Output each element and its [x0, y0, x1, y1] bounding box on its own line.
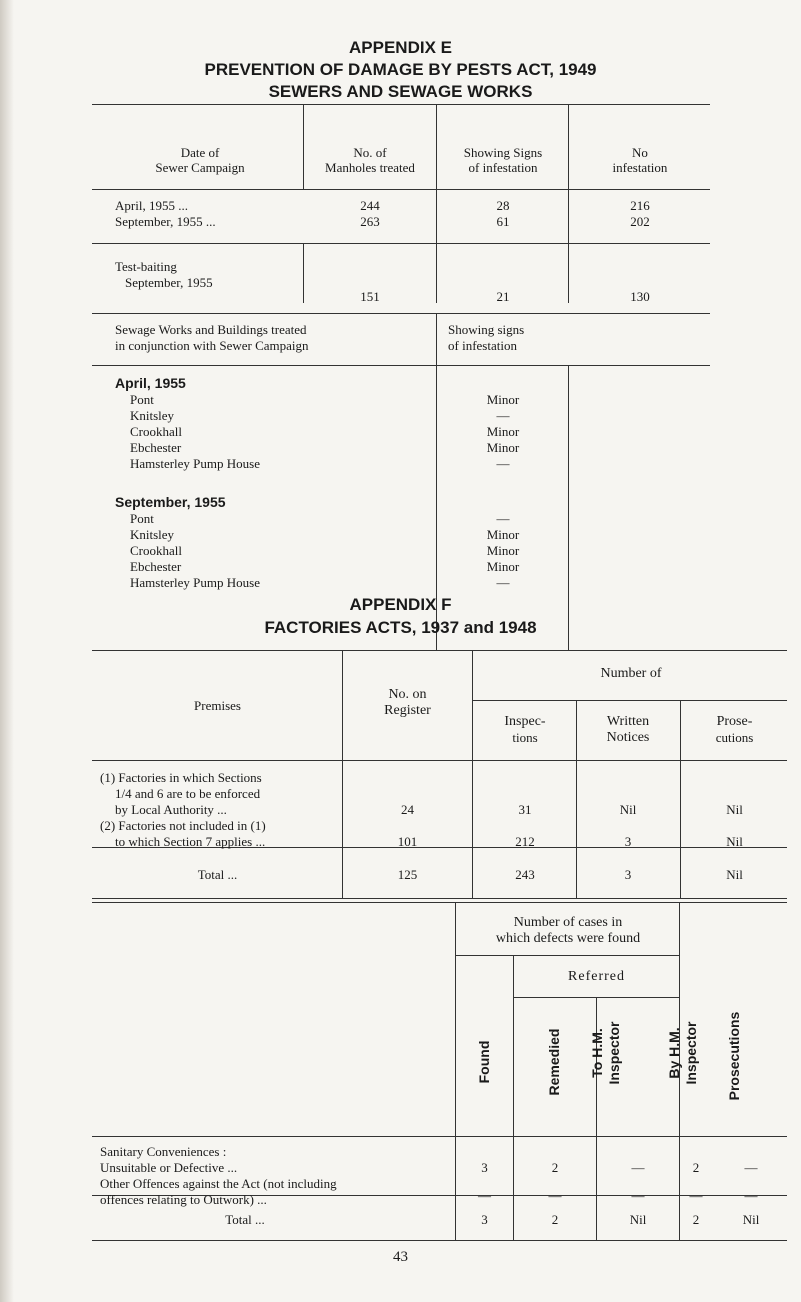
- factories-row1-register: 24: [401, 802, 414, 817]
- col-none-header-2: infestation: [612, 160, 668, 175]
- april-row-name: Crookhall: [130, 424, 182, 439]
- april-1955-heading: April, 1955: [115, 375, 186, 391]
- by-hm-header-2: Inspector: [683, 1021, 699, 1085]
- to-hm-header: To H.M.: [589, 1028, 605, 1078]
- sept-1955-heading: September, 1955: [115, 494, 226, 510]
- factories-row1-text-3: by Local Authority ...: [115, 802, 227, 817]
- factories-row1-inspections: 31: [518, 802, 532, 817]
- referred-header: Referred: [568, 969, 625, 984]
- sept-row-value: Minor: [486, 527, 520, 542]
- inspections-header: Inspec-: [504, 714, 546, 729]
- notices-header: Written: [606, 714, 650, 729]
- defects-total-label: Total ...: [225, 1212, 265, 1227]
- sept-row-name: Hamsterley Pump House: [130, 575, 260, 590]
- defects-row2-prosecutions: —: [744, 1188, 758, 1203]
- defects-row1-by-hm: 2: [692, 1160, 700, 1175]
- works-header-2: in conjunction with Sewer Campaign: [115, 338, 309, 353]
- row-sept-signs: 61: [496, 214, 510, 229]
- april-row-name: Pont: [130, 392, 154, 407]
- page-edge-shadow: [0, 0, 14, 1302]
- notices-header-2: Notices: [606, 730, 650, 745]
- factories-row1-notices: Nil: [619, 802, 637, 817]
- test-none: 130: [630, 289, 650, 304]
- factories-row2-inspections: 212: [515, 834, 535, 849]
- works-signs-header-2: of infestation: [448, 338, 517, 353]
- sept-row-value: —: [496, 575, 510, 590]
- appendix-e-heading: APPENDIX E: [349, 38, 452, 57]
- prosecutions-header: Prose-: [716, 714, 753, 729]
- test-baiting-label: Test-baiting: [115, 259, 177, 274]
- factories-total-prosecutions: Nil: [726, 867, 743, 882]
- april-row-value: —: [496, 408, 510, 423]
- factories-row1-text: (1) Factories in which Sections: [100, 770, 262, 785]
- defects-row2-to-hm: —: [631, 1188, 645, 1203]
- row-april-none: 216: [630, 198, 650, 213]
- number-of-header: Number of: [600, 666, 662, 681]
- defects-row2-text-2: offences relating to Outwork) ...: [100, 1192, 267, 1207]
- april-row-name: Ebchester: [130, 440, 182, 455]
- row-april-signs: 28: [496, 198, 510, 213]
- defects-prosecutions-header: Prosecutions: [726, 1011, 742, 1101]
- defects-row1-prosecutions: —: [744, 1160, 758, 1175]
- defects-total-remedied: 2: [551, 1212, 559, 1227]
- col-date-header: Date of: [180, 145, 220, 160]
- factories-total-inspections: 243: [515, 867, 535, 882]
- col-date-header-2: Sewer Campaign: [155, 160, 245, 175]
- factories-row2-text-2: to which Section 7 applies ...: [115, 834, 266, 849]
- april-row-name: Knitsley: [130, 408, 175, 423]
- april-row-value: Minor: [486, 424, 520, 439]
- defects-total-prosecutions: Nil: [742, 1212, 760, 1227]
- row-april-manholes: 244: [360, 198, 380, 213]
- row-sept-none: 202: [630, 214, 650, 229]
- sept-row-value: Minor: [486, 543, 520, 558]
- test-baiting-date: September, 1955: [125, 275, 213, 290]
- col-none-header: No: [632, 145, 648, 160]
- sept-row-value: Minor: [486, 559, 520, 574]
- remedied-header: Remedied: [546, 1028, 562, 1096]
- row-sept-label: September, 1955 ...: [115, 214, 216, 229]
- defects-total-by-hm: 2: [692, 1212, 700, 1227]
- defects-group-header: Number of cases in: [513, 915, 623, 930]
- april-row-value: Minor: [486, 440, 520, 455]
- factories-total-label: Total ...: [197, 867, 238, 882]
- april-row-value: —: [496, 456, 510, 471]
- factories-row2-text: (2) Factories not included in (1): [100, 818, 266, 833]
- april-row-name: Hamsterley Pump House: [130, 456, 260, 471]
- appendix-f-heading: APPENDIX F: [349, 595, 452, 614]
- defects-row2-text: Other Offences against the Act (not including: [100, 1176, 337, 1191]
- factories-row2-register: 101: [397, 834, 418, 849]
- by-hm-header: By H.M.: [666, 1027, 682, 1079]
- works-signs-header: Showing signs: [448, 322, 525, 337]
- works-header: Sewage Works and Buildings treated: [115, 322, 307, 337]
- defects-row1-to-hm: —: [631, 1160, 645, 1175]
- prosecutions-header-2: cutions: [715, 730, 754, 745]
- row-sept-manholes: 263: [360, 214, 380, 229]
- defects-total-found: 3: [481, 1212, 488, 1227]
- test-manholes: 151: [360, 289, 380, 304]
- sept-row-name: Ebchester: [130, 559, 182, 574]
- row-april-label: April, 1955 ...: [115, 198, 188, 213]
- defects-row2-by-hm: —: [689, 1188, 703, 1203]
- to-hm-header-2: Inspector: [606, 1021, 622, 1085]
- factories-row2-notices: 3: [624, 834, 632, 849]
- april-row-value: Minor: [486, 392, 520, 407]
- defects-row1-text: Sanitary Conveniences :: [100, 1144, 227, 1159]
- factories-row2-prosecutions: Nil: [726, 834, 743, 849]
- defects-group-header-2: which defects were found: [495, 931, 641, 946]
- page-number: 43: [393, 1249, 408, 1265]
- register-header: No. on: [388, 687, 427, 702]
- defects-total-to-hm: Nil: [629, 1212, 647, 1227]
- factories-row1-prosecutions: Nil: [726, 802, 743, 817]
- appendix-e-subtitle: SEWERS AND SEWAGE WORKS: [268, 82, 533, 101]
- defects-row2-remedied: —: [548, 1188, 562, 1203]
- defects-row2-found: —: [478, 1188, 491, 1203]
- col-manholes-header: No. of: [353, 145, 387, 160]
- col-signs-header-2: of infestation: [468, 160, 538, 175]
- col-signs-header: Showing Signs: [463, 145, 543, 160]
- factories-row1-text-2: 1/4 and 6 are to be enforced: [115, 786, 261, 801]
- factories-total-notices: 3: [624, 867, 632, 882]
- register-header-2: Register: [384, 703, 431, 718]
- appendix-e-title: PREVENTION OF DAMAGE BY PESTS ACT, 1949: [204, 60, 597, 79]
- appendix-f-title: FACTORIES ACTS, 1937 and 1948: [264, 618, 537, 637]
- defects-row1-found: 3: [481, 1160, 488, 1175]
- defects-row1-text-2: Unsuitable or Defective ...: [100, 1160, 238, 1175]
- sept-row-name: Knitsley: [130, 527, 175, 542]
- inspections-header-2: tions: [512, 730, 538, 745]
- defects-row1-remedied: 2: [551, 1160, 559, 1175]
- sept-row-name: Pont: [130, 511, 154, 526]
- test-signs: 21: [496, 289, 510, 304]
- sept-row-name: Crookhall: [130, 543, 182, 558]
- col-manholes-header-2: Manholes treated: [325, 160, 415, 175]
- factories-total-register: 125: [397, 867, 418, 882]
- sept-row-value: —: [496, 511, 510, 526]
- found-header: Found: [476, 1040, 492, 1084]
- premises-header: Premises: [194, 698, 241, 713]
